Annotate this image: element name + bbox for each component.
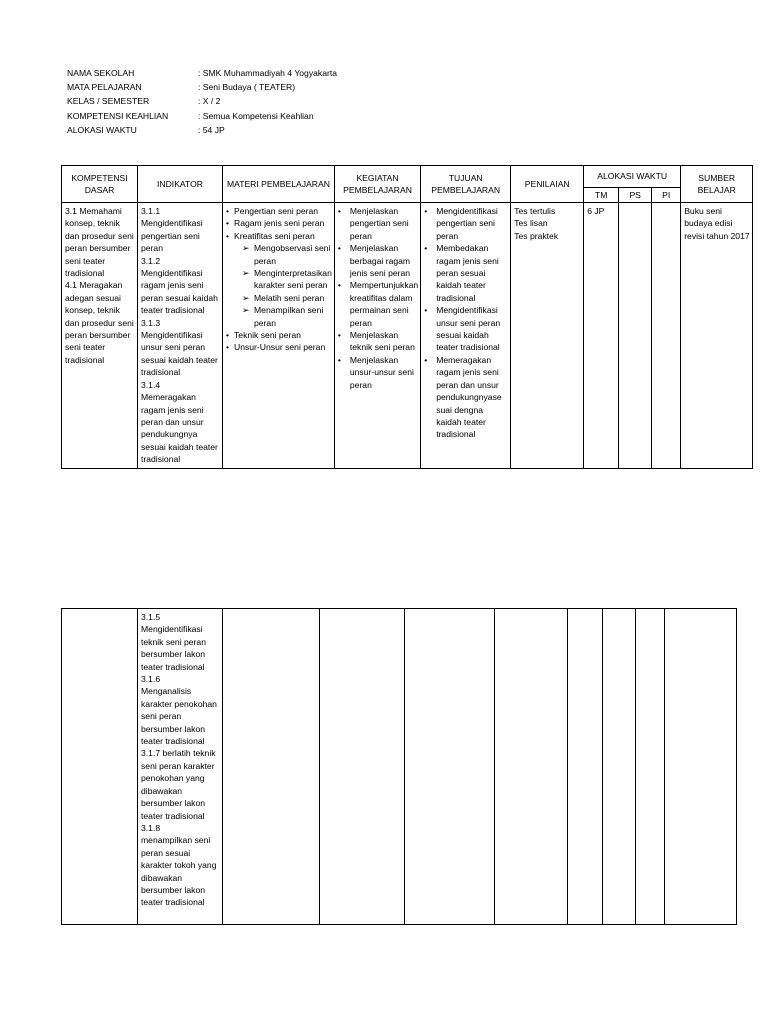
cell-ps: [603, 609, 636, 925]
cell-tm: 6 JP: [584, 203, 619, 469]
col-header-tm: TM: [584, 188, 619, 203]
kegiatan-item: • Menjelaskan berbagai ragam jenis seni peran: [338, 242, 418, 279]
kegiatan-item: • Mempertunjukkan kreatifitas dalam permainan seni peran: [338, 279, 418, 329]
col-header-indikator: INDIKATOR: [138, 166, 223, 203]
indikator-number: 3.1.5: [141, 612, 161, 622]
header-value: : 54 JP: [198, 124, 225, 135]
cell-ps: [619, 203, 652, 469]
lesson-plan-table: [61, 165, 753, 469]
header-row-competency: [67, 109, 337, 123]
header-label: KOMPETENSI KEAHLIAN: [67, 110, 169, 121]
cell-kegiatan: [334, 203, 420, 469]
header-label: KELAS / SEMESTER: [67, 96, 150, 107]
header-value: : Seni Budaya ( TEATER): [198, 82, 296, 93]
cell-pi: [636, 609, 665, 925]
indikator-number: 3.1.6: [141, 674, 161, 685]
indikator-text: Mengidentifikasi ragam jenis seni peran sesuai kaidah teater tradisional: [141, 268, 218, 316]
indikator-number: 3.1.1: [141, 206, 161, 216]
col-header-alokasi: ALOKASI WAKTU: [584, 166, 681, 188]
materi-item: • Ragam jenis seni peran: [226, 217, 332, 229]
penilaian-item: Tes lisan: [514, 218, 548, 229]
indikator-text: Mengidentifikasi unsur seni peran sesuai kaidah teater tradisional: [141, 330, 218, 378]
header-row-time: [67, 123, 337, 137]
materi-sublist: [226, 242, 332, 329]
header-row-subject: [67, 80, 337, 94]
document-header: [67, 66, 337, 137]
tujuan-item: • Memeragakan ragam jenis seni peran dan unsur pendukungnyase suai dengna kaidah teater tradisional: [424, 354, 508, 441]
cell-penilaian: [511, 203, 584, 469]
cell-penilaian: [495, 609, 568, 925]
indikator-text: menampilkan seni peran sesuai karakter tokoh yang dibawakan bersumber lakon teater tradisional: [141, 835, 217, 908]
kegiatan-item: • Menjelaskan teknik seni peran: [338, 329, 418, 354]
header-value: : X / 2: [198, 96, 221, 107]
cell-indikator: [138, 609, 223, 925]
lesson-plan-table-continued: [61, 608, 737, 925]
cell-tujuan: [421, 203, 511, 469]
cell-sumber: [665, 609, 737, 925]
col-header-sumber: SUMBER BELAJAR: [681, 166, 753, 203]
tujuan-list: [424, 205, 508, 441]
col-header-pi: PI: [652, 188, 681, 203]
cell-tujuan: [405, 609, 495, 925]
cell-kompetensi: [62, 609, 138, 925]
materi-subitem: ➢ Mengobservasi seni peran: [242, 242, 332, 267]
materi-item: • Teknik seni peran: [226, 329, 332, 341]
cell-kompetensi: [62, 203, 138, 469]
tujuan-item: • Mengidentifikasi unsur seni peran sesuai kaidah teater tradisional: [424, 304, 508, 354]
kompetensi-item: 3.1 Memahami konsep, teknik dan prosedur seni peran bersumber seni teater tradisional: [65, 206, 134, 279]
tujuan-item: • Mengidentifikasi pengertian seni peran: [424, 205, 508, 242]
header-label: NAMA SEKOLAH: [67, 68, 135, 78]
col-header-penilaian: PENILAIAN: [511, 166, 584, 203]
cell-tm: [568, 609, 603, 925]
indikator-text: 3.1.7 berlatih teknik seni peran karakter penokohan yang dibawakan bersumber lakon teater tradisional: [141, 748, 216, 821]
materi-item: • Unsur-Unsur seni peran: [226, 341, 332, 353]
cell-materi: [223, 609, 320, 925]
col-header-ps: PS: [619, 188, 652, 203]
indikator-number: 3.1.8: [141, 822, 161, 833]
table-row: [62, 609, 737, 925]
indikator-number: 3.1.2: [141, 255, 161, 266]
kegiatan-item: • Menjelaskan pengertian seni peran: [338, 205, 418, 242]
kegiatan-list: [338, 205, 418, 391]
col-header-kegiatan: KEGIATAN PEMBELAJARAN: [334, 166, 420, 203]
kompetensi-item: 4.1 Meragakan adegan sesuai konsep, teknik dan prosedur seni peran bersumber seni teater tradisional: [65, 280, 134, 365]
cell-materi: [223, 203, 335, 469]
col-header-materi: MATERI PEMBELAJARAN: [223, 166, 335, 203]
penilaian-item: Tes tertulis: [514, 206, 556, 216]
cell-indikator: [138, 203, 223, 469]
indikator-text: Memeragakan ragam jenis seni peran dan unsur pendukungnya sesuai kaidah teater tradisional: [141, 392, 218, 465]
indikator-number: 3.1.4: [141, 379, 161, 390]
materi-subitem: ➢ Menginterpretasikan karakter seni peran: [242, 267, 332, 292]
penilaian-item: Tes praktek: [514, 230, 559, 241]
indikator-text: Menganalisis karakter penokohan seni peran bersumber lakon teater tradisional: [141, 686, 217, 747]
materi-item: • Pengertian seni peran: [226, 205, 332, 217]
indikator-text: Mengidentifikasi teknik seni peran bersumber lakon teater tradisional: [141, 624, 206, 672]
materi-subitem: ➢ Melatih seni peran: [242, 292, 332, 304]
col-header-tujuan: TUJUAN PEMBELAJARAN: [421, 166, 511, 203]
materi-list: [226, 205, 332, 242]
materi-list: [226, 329, 332, 354]
header-row-school: [67, 66, 337, 80]
materi-subitem: ➢ Menampilkan seni peran: [242, 304, 332, 329]
cell-kegiatan: [320, 609, 405, 925]
cell-pi: [652, 203, 681, 469]
header-row-class: [67, 94, 337, 108]
indikator-text: Mengidentifikasi pengertian seni peran: [141, 218, 203, 254]
header-label: ALOKASI WAKTU: [67, 124, 137, 135]
indikator-number: 3.1.3: [141, 317, 161, 328]
tujuan-item: • Membedakan ragam jenis seni peran sesuai kaidah teater tradisional: [424, 242, 508, 304]
cell-sumber: Buku seni budaya edisi revisi tahun 2017: [681, 203, 753, 469]
materi-item: • Kreatifitas seni peran: [226, 230, 332, 242]
table-row: [62, 203, 753, 469]
col-header-kompetensi: KOMPETENSI DASAR: [62, 166, 138, 203]
header-label: MATA PELAJARAN: [67, 82, 142, 93]
header-value: : Semua Kompetensi Keahlian: [198, 110, 314, 121]
kegiatan-item: • Menjelaskan unsur-unsur seni peran: [338, 354, 418, 391]
header-value: : SMK Muhammadiyah 4 Yogyakarta: [198, 68, 338, 78]
